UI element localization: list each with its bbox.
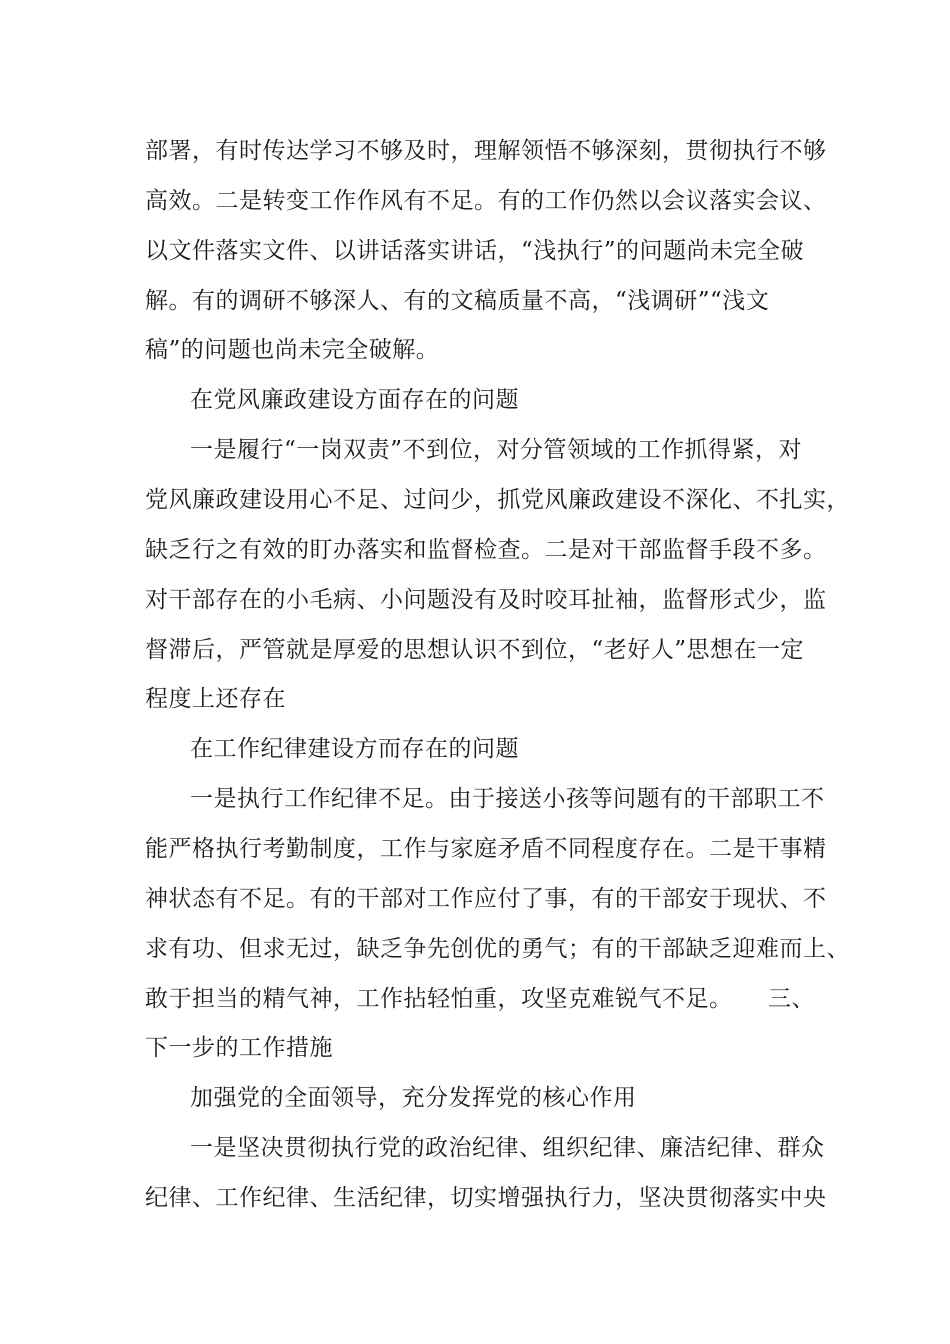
- text-line: 纪律、工作纪律、生活纪律，切实增强执行力，坚决贯彻落实中央: [145, 1185, 827, 1211]
- section-heading: 在工作纪律建设方而存在的问题: [190, 736, 519, 762]
- text-line: 党风廉政建设用心不足、过问少，抓党风廉政建设不深化、不扎实，: [145, 487, 850, 513]
- paragraph-start-line: 一是执行工作纪律不足。由于接送小孩等问题有的干部职工不: [190, 786, 825, 812]
- text-line: 部署，有时传达学习不够及时，理解领悟不够深刻，贯彻执行不够: [145, 138, 827, 164]
- text-line: 程度上还存在: [145, 686, 286, 712]
- text-line: 解。有的调研不够深人、有的文稿质量不高，“浅调研”“浅文: [145, 288, 770, 314]
- text-line: 高效。二是转变工作作风有不足。有的工作仍然以会议落实会议、: [145, 188, 827, 214]
- text-line: 缺乏行之有效的盯办落实和监督检查。二是对干部监督手段不多。: [145, 537, 827, 563]
- text-line: 神状态有不足。有的干部对工作应付了事，有的干部安于现状、不: [145, 886, 827, 912]
- text-line: 求有功、但求无过，缺乏争先创优的勇气；有的干部缺乏迎难而上、: [145, 936, 850, 962]
- paragraph-start-line: 一是履行“一岗双责”不到位，对分管领域的工作抓得紧，对: [190, 437, 803, 463]
- text-line: 稿”的问题也尚未完全破解。: [145, 337, 440, 363]
- text-line: 能严格执行考勤制度，工作与家庭矛盾不同程度存在。二是干事精: [145, 836, 827, 862]
- paragraph-start-line: 一是坚决贯彻执行党的政治纪律、组织纪律、廉洁纪律、群众: [190, 1135, 825, 1161]
- section-heading: 在党风廉政建设方面存在的问题: [190, 387, 519, 413]
- section-heading: 加强党的全面领导，充分发挥党的核心作用: [190, 1085, 637, 1111]
- text-line: 对干部存在的小毛病、小问题没有及时咬耳扯袖，监督形式少，监: [145, 587, 827, 613]
- text-line: 敢于担当的精气神，工作拈轻怕重，攻坚克难锐气不足。 三、: [145, 986, 815, 1012]
- section-heading: 下一步的工作措施: [145, 1035, 333, 1061]
- text-line: 以文件落实文件、以讲话落实讲话，“浅执行”的问题尚未完全破: [145, 238, 805, 264]
- text-line: 督滞后，严管就是厚爱的思想认识不到位，“老好人”思想在一定: [145, 637, 805, 663]
